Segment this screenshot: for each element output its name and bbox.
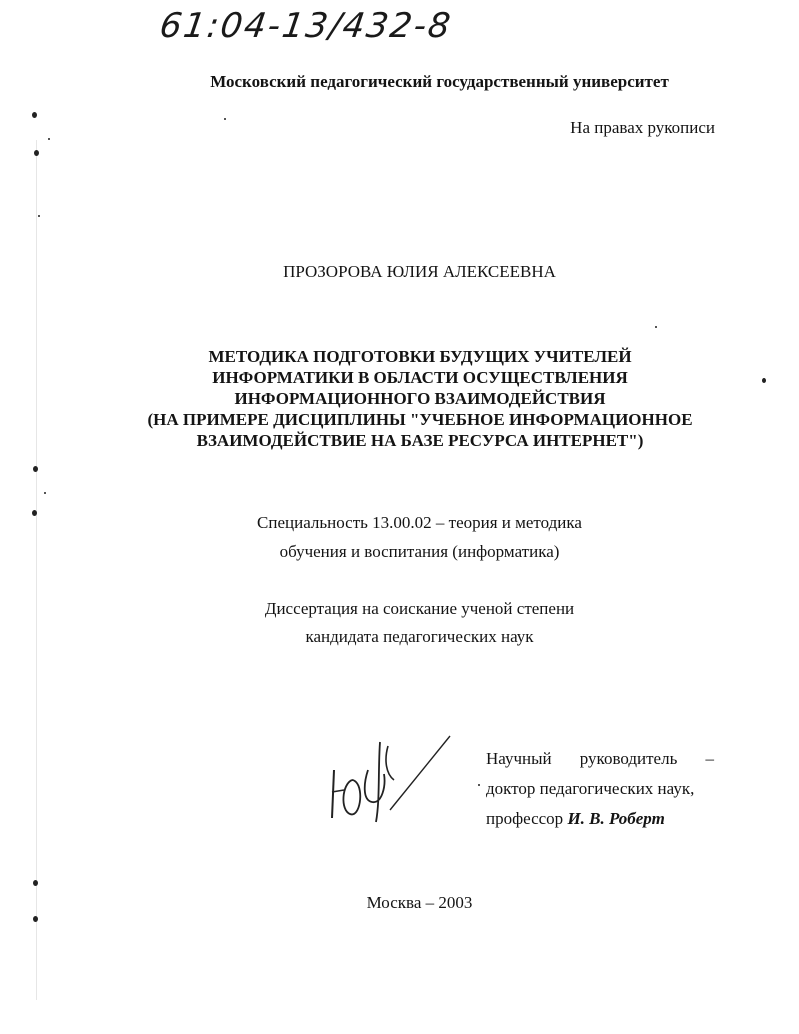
supervisor-label-word: Научный bbox=[486, 749, 552, 768]
signature-mark bbox=[324, 730, 454, 830]
scan-dot bbox=[762, 378, 766, 383]
specialty-block bbox=[0, 508, 799, 566]
supervisor-label-word: руководитель bbox=[579, 749, 678, 768]
title-line: ИНФОРМАЦИОННОГО ВЗАИМОДЕЙСТВИЯ bbox=[234, 389, 606, 408]
scan-dot bbox=[33, 916, 38, 922]
author-name: ПРОЗОРОВА ЮЛИЯ АЛЕКСЕЕВНА bbox=[283, 262, 556, 281]
scan-dot bbox=[34, 150, 39, 156]
supervisor-title: профессор bbox=[486, 809, 564, 828]
scan-speck bbox=[655, 326, 657, 328]
title-line: ВЗАИМОДЕЙСТВИЕ НА БАЗЕ РЕСУРСА ИНТЕРНЕТ") bbox=[196, 431, 644, 450]
degree-block bbox=[0, 595, 799, 651]
title-line: ИНФОРМАТИКИ В ОБЛАСТИ ОСУЩЕСТВЛЕНИЯ bbox=[212, 368, 628, 387]
supervisor-title-line bbox=[486, 804, 714, 834]
supervisor-label-line bbox=[486, 744, 714, 774]
scan-speck bbox=[48, 138, 50, 140]
specialty-line: обучения и воспитания (информатика) bbox=[279, 542, 560, 561]
dissertation-title bbox=[80, 346, 760, 451]
supervisor-name: И. В. Роберт bbox=[567, 809, 665, 828]
handwritten-archive-code: 61:04-13/432-8 bbox=[157, 6, 455, 46]
title-line: МЕТОДИКА ПОДГОТОВКИ БУДУЩИХ УЧИТЕЛЕЙ bbox=[208, 347, 632, 366]
title-line: (НА ПРИМЕРЕ ДИСЦИПЛИНЫ "УЧЕБНОЕ ИНФОРМАЦИОННОЕ bbox=[147, 410, 693, 429]
city-year: Москва – 2003 bbox=[366, 893, 473, 912]
scan-dot bbox=[32, 112, 37, 118]
degree-line: Диссертация на соискание ученой степени bbox=[264, 599, 575, 618]
scan-dot bbox=[32, 510, 37, 516]
scan-dot bbox=[33, 880, 38, 886]
supervisor-label-dash: – bbox=[705, 749, 714, 768]
scan-speck bbox=[38, 215, 40, 217]
scan-dot bbox=[33, 466, 38, 472]
scan-speck bbox=[44, 492, 46, 494]
degree-line: кандидата педагогических наук bbox=[305, 627, 534, 646]
scan-speck bbox=[478, 784, 480, 786]
scan-speck bbox=[224, 118, 226, 120]
specialty-line: Специальность 13.00.02 – теория и методика bbox=[257, 513, 582, 532]
supervisor-degree: доктор педагогических наук, bbox=[486, 779, 695, 798]
university-name: Московский педагогический государственный университет bbox=[210, 72, 669, 91]
manuscript-rights-note: На правах рукописи bbox=[570, 118, 715, 137]
supervisor-block bbox=[486, 744, 714, 834]
